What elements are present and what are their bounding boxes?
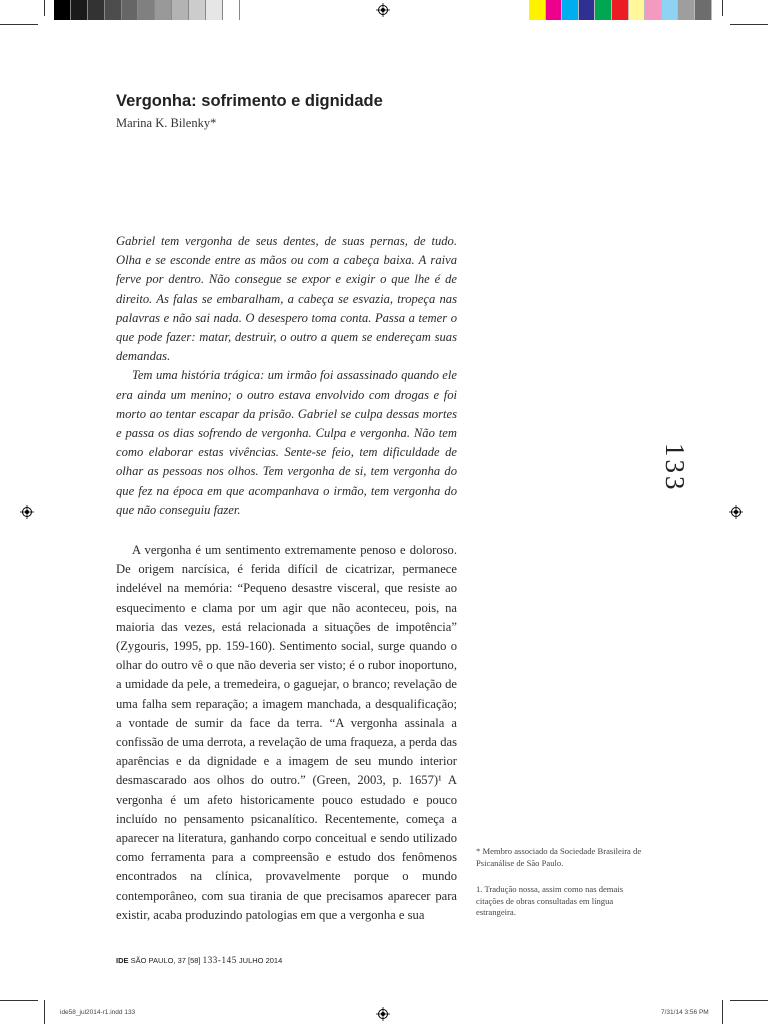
crop-mark [0,24,38,25]
gray-swatch [189,0,206,20]
gray-swatch [71,0,88,20]
gray-swatch [88,0,105,20]
translation-footnote: 1. Tradução nossa, assim como nas demais citações de obras consultadas em língua estrangeira. [476,884,624,918]
gray-swatch [206,0,223,20]
crop-mark [44,0,45,16]
gray-swatch [105,0,122,20]
author-footnote: * Membro associado da Sociedade Brasileira de Psicanálise de São Paulo. [476,846,642,868]
color-swatch [529,0,546,20]
color-swatch [695,0,712,20]
svg-text:133: 133 [660,443,690,493]
running-footer [116,955,282,965]
crop-mark [730,1000,768,1001]
registration-mark-bottom [376,1007,390,1021]
gray-swatch [54,0,71,20]
journal-issue: SÃO PAULO, 37 [58] [130,956,201,965]
color-swatch [645,0,662,20]
color-swatch [629,0,646,20]
color-swatch [562,0,579,20]
crop-mark [730,24,768,25]
gray-swatch [138,0,155,20]
color-swatch [579,0,596,20]
gray-swatch [155,0,172,20]
crop-mark [0,1000,38,1001]
cmyk-color-bar [529,0,712,20]
page-range: 133-145 [202,955,237,965]
page-number [640,440,700,500]
gray-swatch [172,0,189,20]
indesign-slug-file: ide58_jul2014-r1.indd 133 [60,1009,136,1016]
body-text [116,541,457,925]
journal-date: JULHO 2014 [238,956,283,965]
clinical-vignette [116,232,457,520]
indesign-slug-timestamp: 7/31/14 3:56 PM [661,1009,709,1016]
registration-mark-left [20,505,34,519]
color-swatch [546,0,563,20]
body-paragraph-1: A vergonha é um sentimento extremamente penoso e doloroso. De origem narcísica, é ferida difícil de cicatrizar, permanece indelével na memória: “Pequeno desastre visceral, que resiste ao esquecimento e clama por um agir que não aconteceu, pois, na maioria das vezes, está relacionada a situações de impotência” (Zygouris, 1995, pp. 159-160). Sentimento social, surge quando o olhar do outro vê o que não deveria ser visto; é o rubor inoportuno, a umidade da pele, a tremedeira, o gaguejar, o branco; revelação de uma falha sem reparação; a imagem manchada, a desqualificação; a vontade de sumir da face da terra. “A vergonha assinala a confissão de uma derrota, a revelação de uma fraqueza, a perda das aparências e da dignidade e a imagem de seu mundo interior desmascarado aos olhos do outro.” (Green, 2003, p. 1657)¹ A vergonha é um afeto historicamente pouco estudado e pouco incluído no pensamento psicanalítico. Recentemente, começa a aparecer na literatura, ganhando corpo conceitual e sendo utilizado como ferramenta para a compreensão e estudo dos fenômenos encontrados na clínica, provavelmente porque o mundo contemporâneo, com sua tirania de que precisamos aparecer para existir, acaba produzindo patologias em que a vergonha e sua [116,543,457,922]
color-swatch [678,0,695,20]
vignette-paragraph-1: Gabriel tem vergonha de seus dentes, de suas pernas, de tudo. Olha e se esconde entre as mãos ou com a cabeça baixa. A raiva ferve por dentro. Não consegue se expor e exigir o que lhe é de direito. As falas se embaralham, a cabeça se esvazia, tropeça nas palavras e não sai nada. O desespero toma conta. Passa a temer o que pode fazer: matar, destruir, o outro a quem se endereçam suas demandas. [116,234,457,364]
crop-mark [722,1000,723,1024]
vignette-paragraph-2: Tem uma história trágica: um irmão foi assassinado quando ele era ainda um menino; o outro estava envolvido com drogas e foi morto ao tentar escapar da prisão. Gabriel se culpa dessas mortes e passa os dias sofrendo de vergonha. Culpa e vergonha. Não tem como elaborar estas vivências. Sente-se feio, tem dificuldade de olhar as pessoas nos olhos. Tem vergonha de si, tem vergonha do que fez na época em que acompanhava o irmão, tem vergonha do que não conseguiu fazer. [116,368,457,517]
crop-mark [44,1000,45,1024]
grayscale-color-bar [54,0,240,20]
registration-mark-top [376,3,390,17]
article-author: Marina K. Bilenky* [116,116,217,130]
gray-swatch [223,0,240,20]
color-swatch [662,0,679,20]
crop-mark [722,0,723,16]
journal-name: IDE [116,956,129,965]
registration-mark-right [729,505,743,519]
gray-swatch [122,0,139,20]
color-swatch [595,0,612,20]
color-swatch [612,0,629,20]
article-title: Vergonha: sofrimento e dignidade [116,92,383,110]
